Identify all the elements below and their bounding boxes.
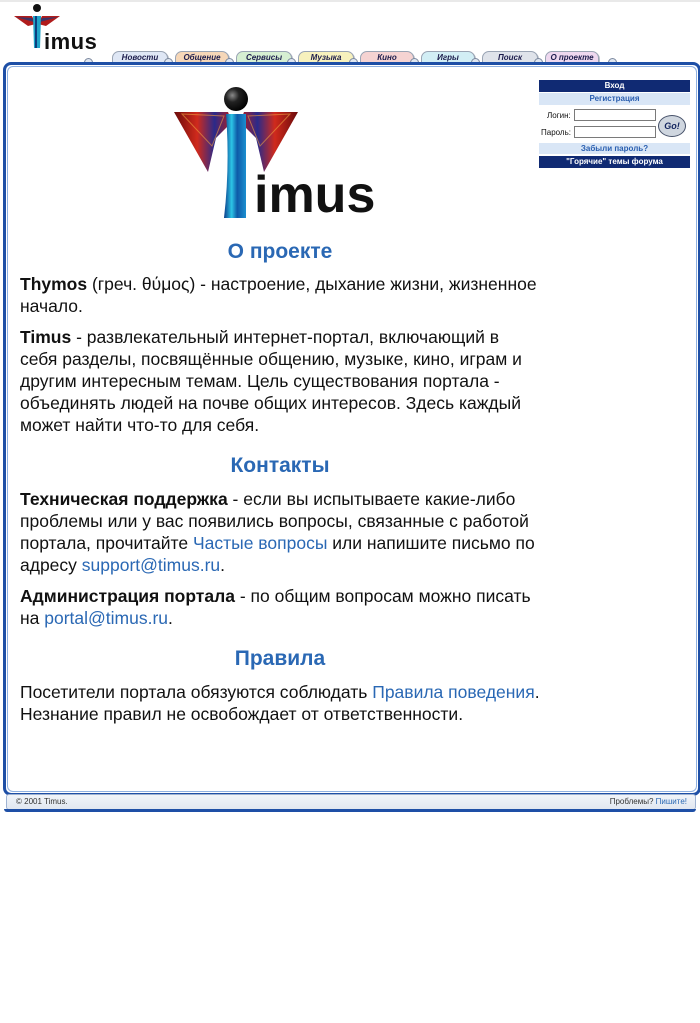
contacts-paragraph-admin: Администрация портала - по общим вопросам можно писать на portal@timus.ru. — [20, 586, 531, 628]
faq-link[interactable]: Частые вопросы — [192, 533, 328, 553]
big-logo — [172, 86, 384, 222]
section-title-rules: Правила — [234, 647, 326, 670]
tab-music[interactable]: Музыка — [298, 51, 354, 64]
rules-paragraph: Посетители портала обязуются соблюдать Правила поведения. Незнание правил не освобождает от ответственности. — [20, 682, 540, 724]
section-title-about: О проекте — [227, 240, 333, 263]
login-header: Вход — [539, 80, 690, 92]
login-form — [539, 105, 690, 143]
go-button[interactable]: Go! — [658, 115, 686, 137]
tab-news[interactable]: Новости — [112, 51, 168, 64]
password-input[interactable] — [574, 126, 656, 138]
footer-problems: Проблемы? Пишите! — [609, 797, 687, 806]
section-title-contacts: Контакты — [230, 454, 330, 477]
login-panel — [539, 80, 690, 168]
register-link[interactable]: Регистрация — [539, 93, 690, 105]
footer-bottom-bar — [4, 809, 696, 812]
rules-link[interactable]: Правила поведения — [372, 682, 535, 702]
main-content — [20, 238, 540, 725]
copyright: © 2001 Timus. — [16, 797, 68, 806]
support-email-link[interactable]: support@timus.ru — [81, 555, 221, 575]
tab-services[interactable]: Сервисы — [236, 51, 292, 64]
tab-search[interactable]: Поиск — [482, 51, 538, 64]
forgot-password-link[interactable]: Забыли пароль? — [539, 143, 690, 154]
contacts-paragraph-support: Техническая поддержка - если вы испытываете какие-либо проблемы или у вас появились вопросы, связанные с работой портала, прочитайте Частые вопросы или напишите письмо по адресу support@timus.ru. — [20, 489, 535, 575]
site-logo[interactable] — [6, 2, 116, 52]
tab-communication[interactable]: Общение — [175, 51, 229, 64]
write-us-link[interactable]: Пишите! — [655, 797, 687, 806]
login-input[interactable] — [574, 109, 656, 121]
tab-about[interactable]: О проекте — [545, 51, 599, 64]
big-logo-figure-icon — [172, 86, 384, 222]
about-paragraph-timus: Timus - развлекательный интернет-портал, включающий в себя разделы, посвящённые общению, музыке, кино, играм и другим интересным темам. Цель существования портала - объединять людей на почве общих интересов. Здесь каждый может найти что-то для себя. — [20, 327, 522, 435]
tab-games[interactable]: Игры — [421, 51, 475, 64]
hot-topics-link[interactable]: "Горячие" темы форума — [539, 156, 690, 168]
about-paragraph-thymos: Thymos (греч. θύμος) - настроение, дыхание жизни, жизненное начало. — [20, 274, 537, 316]
login-label: Логин: — [547, 111, 571, 120]
tab-movies[interactable]: Кино — [360, 51, 414, 64]
password-label: Пароль: — [541, 128, 571, 137]
logo-wordmark: imus — [44, 29, 98, 54]
portal-email-link[interactable]: portal@timus.ru — [44, 608, 169, 628]
footer — [6, 794, 696, 810]
big-logo-wordmark: imus — [254, 166, 376, 222]
